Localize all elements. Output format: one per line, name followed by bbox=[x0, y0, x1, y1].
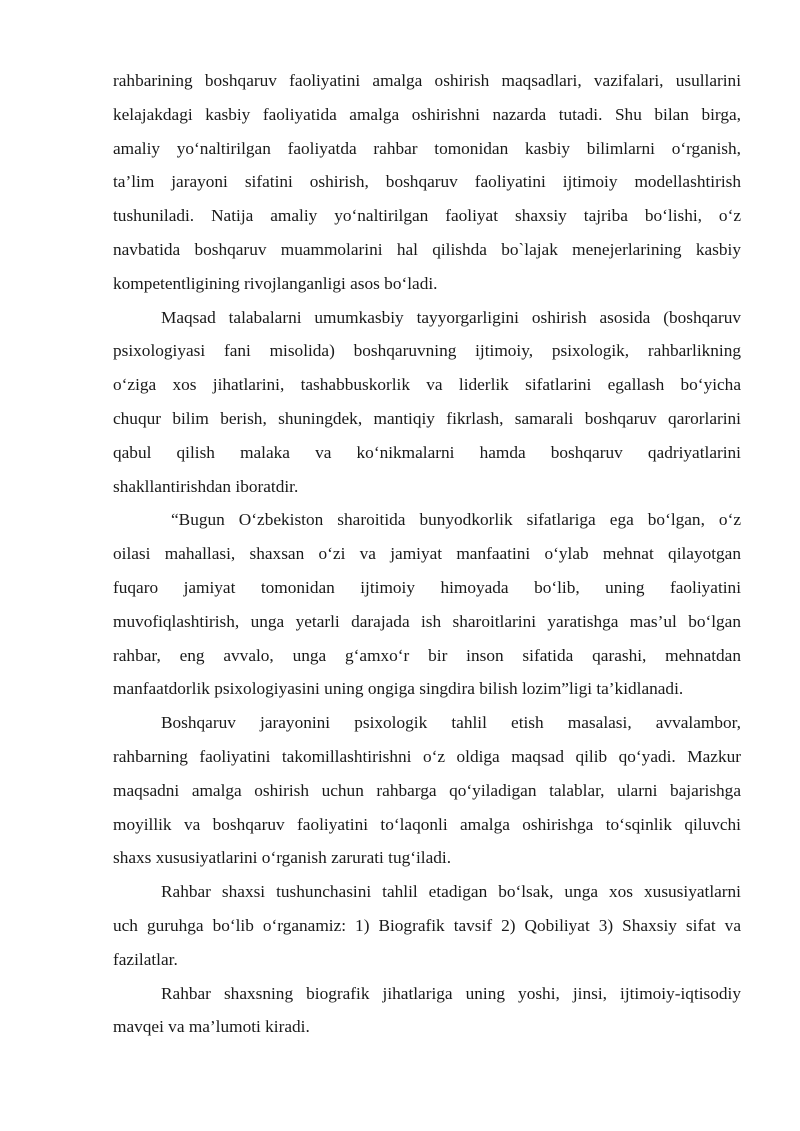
paragraph-1 bbox=[113, 64, 741, 301]
text-line: shaxs xususiyatlarini o‘rganish zarurati tug‘iladi. bbox=[113, 848, 452, 868]
text-line: Boshqaruv jarayonini psixologik tahlil etish masalasi, avvalambor, bbox=[161, 713, 741, 733]
text-line: chuqur bilim berish, shuningdek, mantiqiy fikrlash, samarali boshqaruv qarorlarini bbox=[113, 408, 741, 428]
text-line: fuqaro jamiyat tomonidan ijtimoiy himoyada bo‘lib, uning faoliyatini bbox=[113, 577, 741, 597]
text-line: tushuniladi. Natija amaliy yo‘naltirilgan faoliyat shaxsiy tajriba bo‘lishi, o‘z bbox=[113, 206, 741, 226]
text-line: amaliy yo‘naltirilgan faoliyatda rahbar tomonidan kasbiy bilimlarni o‘rganish, bbox=[113, 138, 741, 158]
paragraph-6 bbox=[113, 977, 741, 1045]
text-line: “Bugun O‘zbekiston sharoitida bunyodkorlik sifatlariga ega bo‘lgan, o‘z bbox=[171, 510, 741, 530]
text-line: uch guruhga bo‘lib o‘rganamiz: 1) Biografik tavsif 2) Qobiliyat 3) Shaxsiy sifat va bbox=[113, 915, 741, 935]
paragraph-3-quote bbox=[113, 503, 741, 706]
text-line: oilasi mahallasi, shaxsan o‘zi va jamiyat manfaatini o‘ylab mehnat qilayotgan bbox=[113, 544, 741, 564]
text-line: maqsadni amalga oshirish uchun rahbarga qo‘yiladigan talablar, ularni bajarishga bbox=[113, 780, 741, 800]
text-line: rahbarning faoliyatini takomillashtirishni o‘z oldiga maqsad qilib qo‘yadi. Mazkur bbox=[113, 746, 741, 766]
text-line: psixologiyasi fani misolida) boshqaruvning ijtimoiy, psixologik, rahbarlikning bbox=[113, 341, 741, 361]
paragraph-5 bbox=[113, 875, 741, 976]
text-line: kompetentligining rivojlanganligi asos bo‘ladi. bbox=[113, 273, 438, 293]
text-line: ta’lim jarayoni sifatini oshirish, boshqaruv faoliyatini ijtimoiy modellashtirish bbox=[113, 172, 741, 192]
text-line: navbatida boshqaruv muammolarini hal qilishda bo`lajak menejerlarining kasbiy bbox=[113, 239, 741, 259]
text-line: qabul qilish malaka va ko‘nikmalarni hamda boshqaruv qadriyatlarini bbox=[113, 442, 741, 462]
text-line: Rahbar shaxsi tushunchasini tahlil etadigan bo‘lsak, unga xos xususiyatlarni bbox=[161, 882, 741, 902]
text-line: rahbar, eng avvalo, unga g‘amxo‘r bir inson sifatida qarashi, mehnatdan bbox=[113, 645, 741, 665]
text-line: o‘ziga xos jihatlarini, tashabbuskorlik va liderlik sifatlarini egallash bo‘yicha bbox=[113, 375, 741, 395]
text-line: kelajakdagi kasbiy faoliyatida amalga oshirishni nazarda tutadi. Shu bilan birga, bbox=[113, 104, 741, 124]
text-line: manfaatdorlik psixologiyasini uning ongiga singdira bilish lozim”ligi ta’kidlanadi. bbox=[113, 679, 684, 699]
text-line: mavqei va ma’lumoti kiradi. bbox=[113, 1017, 310, 1037]
text-line: fazilatlar. bbox=[113, 949, 178, 969]
text-line: moyillik va boshqaruv faoliyatini to‘laqonli amalga oshirishga to‘sqinlik qiluvchi bbox=[113, 814, 741, 834]
text-line: rahbarining boshqaruv faoliyatini amalga oshirish maqsadlari, vazifalari, usullarini bbox=[113, 71, 741, 90]
text-line: shakllantirishdan iboratdir. bbox=[113, 476, 299, 496]
text-line: muvofiqlashtirish, unga yetarli darajada ish sharoitlarini yaratishga mas’ul bo‘lgan bbox=[113, 611, 741, 631]
paragraph-2 bbox=[113, 301, 741, 504]
paragraph-4 bbox=[113, 706, 741, 875]
text-line: Rahbar shaxsning biografik jihatlariga uning yoshi, jinsi, ijtimoiy-iqtisodiy bbox=[161, 983, 741, 1003]
text-line: Maqsad talabalarni umumkasbiy tayyorgarligini oshirish asosida (boshqaruv bbox=[161, 307, 741, 327]
document-page bbox=[113, 64, 741, 1044]
